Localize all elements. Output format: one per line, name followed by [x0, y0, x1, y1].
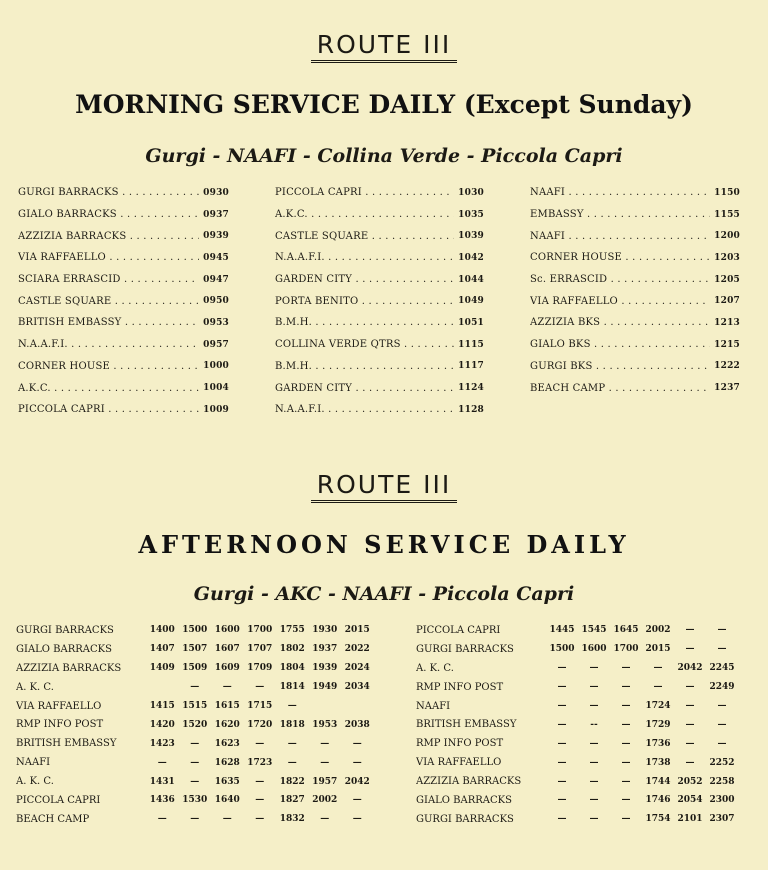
departure-time: —: [320, 738, 330, 749]
departure-time: --: [590, 719, 598, 730]
departure-time: 0939: [203, 231, 229, 242]
timetable-row: [16, 697, 376, 716]
departure-time: 1039: [458, 231, 484, 242]
departure-time: —: [621, 719, 631, 730]
departure-time: —: [685, 757, 695, 768]
timetable-row: [18, 356, 229, 378]
departure-time: 1640: [214, 795, 240, 806]
stop-name: CASTLE SQUARE . . .: [18, 296, 199, 307]
timetable-row: [416, 640, 743, 659]
timetable-row: [275, 399, 484, 421]
stop-name: GIALO BARRACKS: [416, 794, 513, 806]
timetable-row: [18, 399, 229, 421]
departure-time: 1409: [149, 663, 175, 674]
timetable-row: [416, 678, 743, 697]
timetable-row: [530, 247, 740, 269]
departure-time: 1822: [279, 776, 305, 787]
departure-time: 1117: [458, 361, 484, 372]
departure-time: —: [557, 757, 567, 768]
departure-time: 1415: [149, 701, 175, 711]
departure-time: 1051: [458, 317, 484, 328]
departure-time: 2300: [709, 795, 735, 806]
departure-time: 2245: [709, 663, 735, 674]
stop-name: VIA RAFFAELLO . . .: [530, 296, 710, 307]
stop-name: PICCOLA CAPRI: [16, 794, 101, 806]
departure-time: —: [589, 757, 599, 768]
departure-time: 1709: [247, 663, 273, 674]
departure-time: —: [222, 682, 232, 693]
stop-name: GIALO BARRACKS . . .: [18, 209, 199, 220]
timetable-row: [530, 377, 740, 399]
departure-time: —: [190, 814, 200, 825]
timetable-row: [530, 204, 740, 226]
departure-time: 1049: [458, 296, 484, 307]
timetable-row: [16, 715, 376, 734]
departure-time: 1754: [645, 814, 671, 825]
timetable-row: [18, 269, 229, 291]
departure-time: —: [557, 701, 567, 711]
timetable-row: [16, 791, 376, 810]
departure-time: 2252: [709, 757, 735, 768]
departure-time: —: [190, 776, 200, 787]
departure-time: —: [589, 795, 599, 806]
departure-time: —: [621, 701, 631, 711]
departure-time: 1645: [613, 625, 639, 636]
stop-name: SCIARA ERRASCID . . .: [18, 274, 199, 285]
departure-time: 1744: [645, 776, 671, 787]
departure-time: —: [685, 682, 695, 693]
departure-time: —: [287, 757, 297, 768]
stop-name: GURGI BARRACKS: [16, 624, 114, 636]
departure-time: 1237: [714, 383, 740, 394]
departure-time: —: [287, 738, 297, 749]
timetable-row: [18, 247, 229, 269]
departure-time: —: [352, 814, 362, 825]
departure-time: 1400: [149, 625, 175, 636]
stop-name: A. K. C.: [16, 776, 54, 788]
afternoon-route-label: ROUTE III: [311, 470, 457, 503]
departure-time: 1545: [581, 625, 607, 636]
timetable-row: [275, 334, 484, 356]
timetable-row: [18, 312, 229, 334]
stop-name: BRITISH EMBASSY: [416, 719, 517, 731]
departure-time: —: [621, 682, 631, 693]
departure-time: —: [589, 738, 599, 749]
departure-time: 1500: [549, 644, 575, 655]
timetable-row: [530, 182, 740, 204]
morning-route-label: ROUTE III: [311, 30, 457, 63]
departure-time: 1436: [149, 795, 175, 806]
departure-time: —: [621, 738, 631, 749]
departure-time: —: [190, 682, 200, 693]
departure-time: —: [557, 719, 567, 730]
departure-time: —: [255, 776, 265, 787]
departure-time: 1203: [714, 252, 740, 263]
departure-time: 1623: [214, 738, 240, 749]
departure-time: 1930: [312, 625, 338, 636]
stop-name: Sc. ERRASCID . . .: [530, 274, 710, 285]
timetable-row: [416, 753, 743, 772]
stop-name: AZZIZIA BARRACKS: [16, 662, 122, 674]
afternoon-route-heading: [0, 470, 768, 499]
afternoon-service-title: AFTERNOON SERVICE DAILY: [138, 530, 630, 559]
stop-name: GIALO BARRACKS: [16, 643, 113, 655]
departure-time: —: [557, 738, 567, 749]
departure-time: 2101: [677, 814, 703, 825]
departure-time: —: [589, 682, 599, 693]
timetable-row: [530, 334, 740, 356]
departure-time: 2054: [677, 795, 703, 806]
timetable-row: [275, 377, 484, 399]
stop-name: RMP INFO POST: [416, 738, 504, 750]
departure-time: 1937: [312, 644, 338, 655]
departure-time: —: [685, 701, 695, 711]
departure-time: 1150: [714, 187, 740, 198]
departure-time: —: [685, 644, 695, 655]
departure-time: 1729: [645, 719, 671, 730]
timetable-row: [16, 753, 376, 772]
stop-name: PICCOLA CAPRI: [416, 624, 501, 636]
departure-time: 1628: [214, 757, 240, 768]
departure-time: —: [621, 814, 631, 825]
departure-time: 1520: [182, 719, 208, 730]
departure-time: 2258: [709, 776, 735, 787]
stop-name: B.M.H. . . .: [275, 361, 454, 372]
departure-time: 1607: [214, 644, 240, 655]
departure-time: —: [222, 814, 232, 825]
timetable-row: [416, 772, 743, 791]
departure-time: 1530: [182, 795, 208, 806]
timetable-row: [16, 640, 376, 659]
departure-time: 1044: [458, 274, 484, 285]
timetable-row: [18, 225, 229, 247]
departure-time: 1030: [458, 187, 484, 198]
timetable-row: [16, 810, 376, 829]
timetable-row: [18, 204, 229, 226]
afternoon-table-right: [416, 621, 743, 829]
stop-name: GURGI BARRACKS: [416, 813, 514, 825]
departure-time: 1620: [214, 719, 240, 730]
departure-time: 1420: [149, 719, 175, 730]
departure-time: 1000: [203, 361, 229, 372]
stop-name: CORNER HOUSE . . .: [18, 361, 199, 372]
departure-time: 1939: [312, 663, 338, 674]
stop-name: PORTA BENITO . . .: [275, 296, 454, 307]
departure-time: 1407: [149, 644, 175, 655]
departure-time: —: [621, 757, 631, 768]
departure-time: 1124: [458, 383, 484, 394]
stop-name: GARDEN CITY . . .: [275, 383, 454, 394]
departure-time: 1802: [279, 644, 305, 655]
departure-time: 2034: [344, 682, 370, 693]
timetable-row: [16, 734, 376, 753]
stop-name: AZZIZIA BARRACKS . . .: [18, 231, 199, 242]
morning-route-subtitle: Gurgi - NAAFI - Collina Verde - Piccola Capri: [145, 145, 623, 167]
stop-name: PICCOLA CAPRI . . .: [18, 404, 199, 415]
stop-name: BRITISH EMBASSY: [16, 738, 117, 750]
timetable-row: [16, 678, 376, 697]
stop-name: B.M.H. . . .: [275, 317, 454, 328]
departure-time: —: [589, 663, 599, 674]
departure-time: 1953: [312, 719, 338, 730]
departure-time: —: [717, 701, 727, 711]
stop-name: A. K. C.: [416, 662, 454, 674]
departure-time: 2022: [344, 644, 370, 655]
stop-name: GURGI BARRACKS . . .: [18, 187, 199, 198]
departure-time: 1720: [247, 719, 273, 730]
departure-time: 1423: [149, 738, 175, 749]
stop-name: RMP INFO POST: [16, 719, 104, 731]
departure-time: 0953: [203, 317, 229, 328]
timetable-row: [530, 225, 740, 247]
departure-time: 1736: [645, 738, 671, 749]
departure-time: —: [557, 776, 567, 787]
departure-time: 2038: [344, 719, 370, 730]
departure-time: 0945: [203, 252, 229, 263]
departure-time: —: [621, 776, 631, 787]
stop-name: GURGI BARRACKS: [416, 643, 514, 655]
departure-time: —: [557, 795, 567, 806]
departure-time: 2024: [344, 663, 370, 674]
departure-time: 1818: [279, 719, 305, 730]
stop-name: N.A.A.F.I. . . .: [275, 404, 454, 415]
departure-time: 2015: [645, 644, 671, 655]
departure-time: 0937: [203, 209, 229, 220]
departure-time: —: [255, 738, 265, 749]
departure-time: 1635: [214, 776, 240, 787]
stop-name: CORNER HOUSE . . .: [530, 252, 710, 263]
timetable-row: [275, 269, 484, 291]
departure-time: 1957: [312, 776, 338, 787]
stop-name: CASTLE SQUARE . . .: [275, 231, 454, 242]
departure-time: 0930: [203, 187, 229, 198]
departure-time: —: [352, 795, 362, 806]
departure-time: 1222: [714, 361, 740, 372]
departure-time: —: [653, 663, 663, 674]
departure-time: 1832: [279, 814, 305, 825]
departure-time: —: [557, 814, 567, 825]
departure-time: —: [157, 757, 167, 768]
departure-time: 1615: [214, 701, 240, 711]
departure-time: 1155: [714, 209, 740, 220]
timetable-row: [275, 290, 484, 312]
departure-time: 0950: [203, 296, 229, 307]
morning-column-3: [530, 182, 740, 399]
stop-name: A.K.C. . . .: [275, 209, 454, 220]
timetable-row: [275, 204, 484, 226]
departure-time: 1215: [714, 339, 740, 350]
departure-time: 1715: [247, 701, 273, 711]
timetable-row: [416, 734, 743, 753]
departure-time: 1600: [581, 644, 607, 655]
departure-time: —: [190, 738, 200, 749]
departure-time: 1707: [247, 644, 273, 655]
timetable-row: [416, 659, 743, 678]
departure-time: 1804: [279, 663, 305, 674]
timetable-row: [18, 290, 229, 312]
departure-time: 1207: [714, 296, 740, 307]
timetable-row: [275, 225, 484, 247]
stop-name: NAAFI . . .: [530, 231, 710, 242]
stop-name: PICCOLA CAPRI . . .: [275, 187, 454, 198]
departure-time: —: [589, 814, 599, 825]
departure-time: —: [352, 738, 362, 749]
departure-time: —: [589, 701, 599, 711]
departure-time: —: [717, 738, 727, 749]
stop-name: N.A.A.F.I. . . .: [275, 252, 454, 263]
morning-column-1: [18, 182, 229, 421]
departure-time: —: [557, 682, 567, 693]
timetable-row: [530, 269, 740, 291]
timetable-row: [275, 247, 484, 269]
departure-time: 1700: [247, 625, 273, 636]
timetable-row: [16, 621, 376, 640]
departure-time: 1205: [714, 274, 740, 285]
timetable-row: [530, 312, 740, 334]
departure-time: 2002: [312, 795, 338, 806]
departure-time: 1445: [549, 625, 575, 636]
stop-name: GARDEN CITY . . .: [275, 274, 454, 285]
departure-time: 1814: [279, 682, 305, 693]
timetable-row: [416, 810, 743, 829]
afternoon-table-left: [16, 621, 376, 829]
departure-time: 1200: [714, 231, 740, 242]
departure-time: 2002: [645, 625, 671, 636]
stop-name: BRITISH EMBASSY . . .: [18, 317, 199, 328]
departure-time: 1746: [645, 795, 671, 806]
timetable-row: [530, 290, 740, 312]
departure-time: 1431: [149, 776, 175, 787]
timetable-row: [416, 697, 743, 716]
departure-time: —: [157, 814, 167, 825]
departure-time: —: [320, 757, 330, 768]
morning-route-heading: [0, 30, 768, 59]
departure-time: 1509: [182, 663, 208, 674]
departure-time: —: [287, 701, 297, 711]
departure-time: 1738: [645, 757, 671, 768]
departure-time: 1009: [203, 404, 229, 415]
timetable-row: [18, 334, 229, 356]
timetable-row: [18, 377, 229, 399]
departure-time: —: [685, 625, 695, 636]
morning-service-title: MORNING SERVICE DAILY (Except Sunday): [75, 90, 693, 119]
departure-time: 0947: [203, 274, 229, 285]
stop-name: BEACH CAMP . . .: [530, 383, 710, 394]
afternoon-route-subtitle: Gurgi - AKC - NAAFI - Piccola Capri: [193, 583, 575, 605]
departure-time: —: [557, 663, 567, 674]
timetable-row: [416, 791, 743, 810]
departure-time: —: [717, 625, 727, 636]
departure-time: 1042: [458, 252, 484, 263]
timetable-row: [416, 621, 743, 640]
timetable-row: [530, 356, 740, 378]
departure-time: —: [621, 795, 631, 806]
departure-time: 2249: [709, 682, 735, 693]
departure-time: 1128: [458, 404, 484, 415]
departure-time: 1500: [182, 625, 208, 636]
stop-name: A.K.C. . . .: [18, 383, 199, 394]
departure-time: —: [685, 719, 695, 730]
departure-time: 1949: [312, 682, 338, 693]
departure-time: 2307: [709, 814, 735, 825]
stop-name: NAAFI: [16, 757, 51, 769]
stop-name: AZZIZIA BARRACKS: [416, 776, 522, 788]
stop-name: NAAFI . . .: [530, 187, 710, 198]
stop-name: N.A.A.F.I. . . .: [18, 339, 199, 350]
departure-time: —: [589, 776, 599, 787]
stop-name: VIA RAFFAELLO: [416, 757, 502, 769]
departure-time: 1004: [203, 383, 229, 394]
departure-time: —: [717, 644, 727, 655]
stop-name: GIALO BKS . . .: [530, 339, 710, 350]
departure-time: 1755: [279, 625, 305, 636]
departure-time: —: [190, 757, 200, 768]
departure-time: 1115: [458, 339, 484, 350]
departure-time: 1609: [214, 663, 240, 674]
departure-time: 1827: [279, 795, 305, 806]
departure-time: 2042: [677, 663, 703, 674]
departure-time: 1515: [182, 701, 208, 711]
departure-time: 2015: [344, 625, 370, 636]
departure-time: 1724: [645, 701, 671, 711]
departure-time: —: [621, 663, 631, 674]
departure-time: —: [352, 757, 362, 768]
morning-column-2: [275, 182, 484, 421]
departure-time: 2052: [677, 776, 703, 787]
stop-name: VIA RAFFAELLO . . .: [18, 252, 199, 263]
departure-time: —: [653, 682, 663, 693]
stop-name: RMP INFO POST: [416, 681, 504, 693]
stop-name: GURGI BKS . . .: [530, 361, 710, 372]
departure-time: —: [255, 814, 265, 825]
stop-name: VIA RAFFAELLO: [16, 700, 102, 712]
departure-time: —: [255, 682, 265, 693]
departure-time: 2042: [344, 776, 370, 787]
timetable-row: [275, 312, 484, 334]
departure-time: —: [717, 719, 727, 730]
timetable-row: [275, 182, 484, 204]
departure-time: 1723: [247, 757, 273, 768]
departure-time: 1600: [214, 625, 240, 636]
departure-time: 1507: [182, 644, 208, 655]
timetable-row: [16, 659, 376, 678]
stop-name: COLLINA VERDE QTRS . . .: [275, 339, 454, 350]
departure-time: 1700: [613, 644, 639, 655]
departure-time: —: [685, 738, 695, 749]
stop-name: BEACH CAMP: [16, 813, 90, 825]
stop-name: A. K. C.: [16, 681, 54, 693]
timetable-row: [416, 715, 743, 734]
stop-name: AZZIZIA BKS . . .: [530, 317, 710, 328]
timetable-row: [16, 772, 376, 791]
departure-time: 1213: [714, 317, 740, 328]
departure-time: —: [255, 795, 265, 806]
timetable-row: [275, 356, 484, 378]
departure-time: 1035: [458, 209, 484, 220]
timetable-row: [18, 182, 229, 204]
departure-time: —: [320, 814, 330, 825]
stop-name: NAAFI: [416, 700, 451, 712]
departure-time: 0957: [203, 339, 229, 350]
stop-name: EMBASSY . . .: [530, 209, 710, 220]
